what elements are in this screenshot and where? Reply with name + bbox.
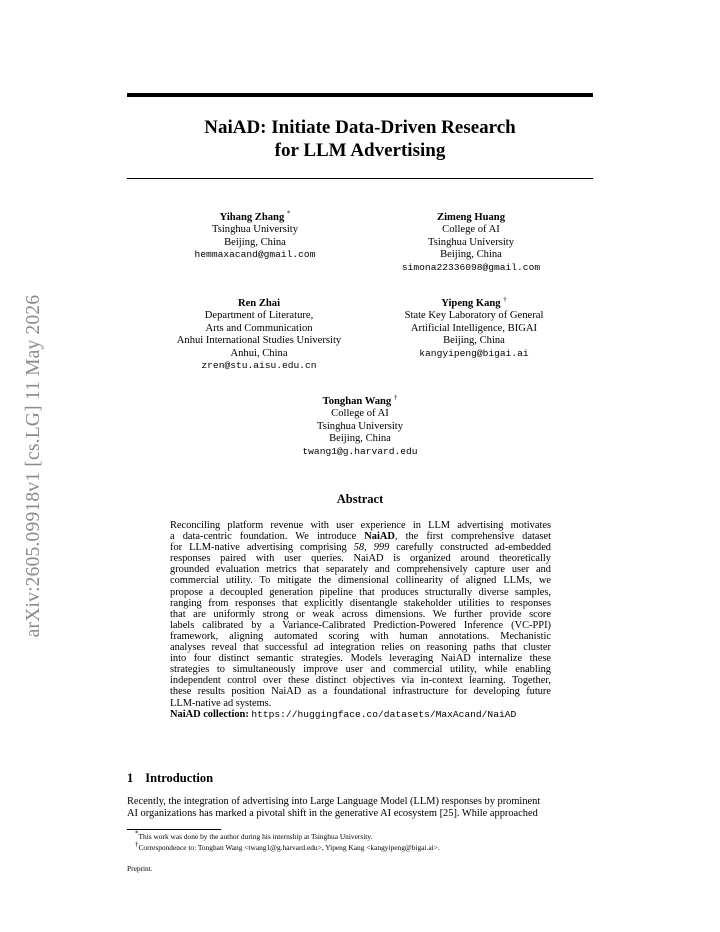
abstract-text: a data-centric foundation. We introduce: [170, 531, 365, 543]
author-block-tonghan-wang: [260, 393, 460, 458]
author-affiliation: State Key Laboratory of General: [404, 310, 544, 322]
author-email[interactable]: kangyipeng@bigai.ai: [419, 347, 529, 359]
abstract-line: [170, 542, 551, 553]
abstract-line: analyses reveal that successful ad integration relies on reasoning paths that cluster: [170, 642, 551, 654]
abstract-line: independent control over these distinct objectives via in-context learning. Together,: [170, 675, 551, 687]
author-mark: †: [503, 295, 507, 304]
abstract-line: ranging from responses that explicitly disentangle stakeholder utilities to responses: [170, 597, 551, 609]
author-affiliation: College of AI: [442, 224, 500, 236]
footnote: [135, 840, 440, 854]
abstract-line: labels calibrated by a Variance-Calibrated Prediction-Powered Inference (VC-PPI): [170, 619, 551, 631]
author-affiliation: Beijing, China: [224, 236, 286, 248]
footnote: [135, 829, 440, 843]
footnotes: [135, 829, 440, 853]
paragraph-line: AI organizations has marked a pivotal shift in the generative AI ecosystem [25]. While approached: [127, 808, 538, 820]
author-block-yihang-zhang: [155, 209, 355, 262]
author-block-yipeng-kang: [368, 295, 580, 360]
introduction-paragraph: [127, 796, 593, 820]
abstract-line: into four distinct semantic strategies. Models leveraging NaiAD internalize these: [170, 653, 551, 665]
author-email[interactable]: twang1@g.harvard.edu: [302, 445, 418, 457]
footnote-mark: *: [135, 829, 139, 838]
author-affiliation: Arts and Communication: [205, 322, 313, 334]
author-affiliation: Tsinghua University: [316, 420, 404, 432]
section-title: Introduction: [145, 771, 214, 785]
abstract-line: Reconciling platform revenue with user experience in LLM advertising motivates: [170, 520, 551, 531]
abstract-text: carefully constructed ad-embedded: [389, 542, 551, 554]
abstract-line: responses paired with user queries. NaiAD is organized around theoretically: [170, 553, 551, 565]
paper-title: [127, 116, 593, 162]
title-line-1: NaiAD: Initiate Data-Driven Research: [204, 117, 516, 138]
author-affiliation: College of AI: [331, 408, 389, 420]
abstract-text: , the first comprehensive dataset: [394, 531, 551, 543]
footnote-text: This work was done by the author during his internship at Tsinghua University.: [138, 832, 373, 841]
author-block-ren-zhai: [150, 298, 368, 372]
title-line-2: for LLM Advertising: [274, 140, 446, 161]
author-email[interactable]: simona22336098@gmail.com: [401, 261, 541, 273]
abstract-line: that are uniformly strong or weak across dimensions. We further provide score: [170, 608, 551, 620]
author-affiliation: Anhui, China: [230, 347, 288, 359]
abstract-line: strategies to simultaneously improve user and commercial utility, while enabling: [170, 664, 551, 676]
section-number: 1: [127, 771, 134, 785]
abstract-line: [170, 531, 551, 542]
footnote-mark: †: [135, 840, 139, 849]
abstract-text: for LLM-native advertising comprising: [170, 542, 354, 554]
author-mark: †: [393, 393, 398, 402]
author-affiliation: Beijing, China: [440, 249, 502, 261]
author-mark: *: [286, 209, 291, 218]
abstract-line: these results position NaiAD as a foundational infrastructure for developing future: [170, 686, 551, 698]
abstract-line: commercial utility. To mitigate the dimensional collinearity of aligned LLMs, we: [170, 575, 551, 587]
collection-link[interactable]: https://huggingface.co/datasets/MaxAcand/NaiAD: [251, 708, 517, 720]
author-affiliation: Department of Literature,: [204, 310, 314, 322]
author-affiliation: Beijing, China: [329, 433, 391, 445]
abstract-line: framework, aligning automated scoring with human annotations. Mechanistic: [170, 630, 551, 642]
abstract-line: LLM-native ad systems.: [170, 697, 272, 709]
abstract-heading: Abstract: [336, 492, 384, 506]
abstract-line: grounded evaluation metrics that separately and comprehensively capture user and: [170, 564, 551, 576]
preprint-label: Preprint.: [127, 864, 153, 873]
footnote-text: Correspondence to: Tonghan Wang <twang1@g.harvard.edu>, Yipeng Kang <kangyipeng@bigai.ai>.: [138, 842, 440, 852]
author-affiliation: Artificial Intelligence, BIGAI: [410, 322, 538, 334]
arxiv-identifier-text: arXiv:2605.09918v1 [cs.LG] 11 May 2026: [23, 294, 44, 638]
author-name: Yipeng Kang: [441, 298, 501, 309]
author-affiliation: Beijing, China: [443, 335, 505, 347]
author-affiliation: Tsinghua University: [427, 236, 515, 248]
sample-count: 58, 999: [353, 542, 390, 554]
author-affiliation: Tsinghua University: [211, 224, 299, 236]
collection-label: NaiAD collection:: [170, 708, 249, 720]
title-top-rule: [127, 93, 593, 97]
author-email[interactable]: zren@stu.aisu.edu.cn: [201, 360, 317, 372]
abstract-line: propose a decoupled generation pipeline that produces structurally diverse samples,: [170, 586, 551, 598]
dataset-collection: [170, 709, 551, 720]
dataset-name: NaiAD: [364, 531, 395, 543]
abstract-body: [170, 520, 551, 720]
title-bottom-rule: [127, 178, 593, 179]
author-name: Zimeng Huang: [437, 212, 505, 223]
author-email[interactable]: hemmaxacand@gmail.com: [194, 249, 316, 261]
author-name: Yihang Zhang: [219, 212, 285, 223]
section-heading-introduction: [127, 771, 213, 786]
author-name: Ren Zhai: [237, 298, 281, 309]
author-block-zimeng-huang: [358, 212, 584, 274]
author-name: Tonghan Wang: [322, 396, 392, 407]
author-affiliation: Anhui International Studies University: [176, 335, 342, 347]
paragraph-line: Recently, the integration of advertising into Large Language Model (LLM) responses by prominent: [127, 796, 541, 807]
footnote-rule: [127, 829, 221, 830]
